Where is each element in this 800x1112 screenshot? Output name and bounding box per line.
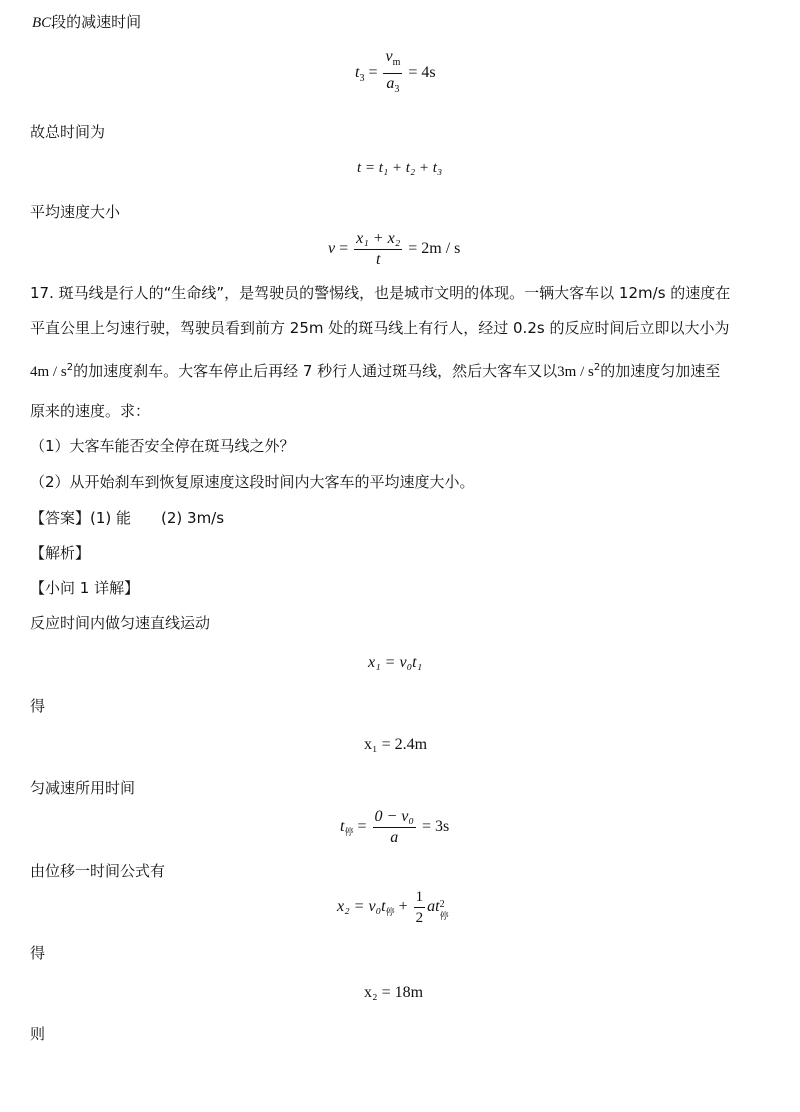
x2-half-den: 2: [415, 910, 424, 926]
t-stop-den: a: [390, 829, 399, 846]
q17-line1: 17. 斑马线是行人的“生命线”，是驾驶员的警惕线，也是城市文明的体现。一辆大客车以 12m/s 的速度在: [30, 284, 731, 302]
q17-sub1: （1）大客车能否安全停在斑马线之外？: [30, 437, 295, 455]
x2-lhs: x₂ = v₀t: [337, 898, 386, 916]
x2-half: [414, 888, 426, 927]
t3-result: = 4s: [408, 64, 436, 82]
total-time-equation: t = t₁ + t₂ + t₃: [357, 160, 443, 176]
t3-fraction: [383, 48, 402, 99]
q17-line2: 平直公里上匀速行驶，驾驶员看到前方 25m 处的斑马线上有行人，经过 0.2s 的反应时间后立即以大小为: [30, 319, 730, 337]
decel-label: 匀减速所用时间: [30, 779, 136, 797]
disp-label: 由位移一时间公式有: [30, 862, 166, 880]
avg-fraction: [354, 230, 402, 269]
q17-line3-end: 的加速度匀加速至: [600, 362, 721, 380]
x1-equation: x₁ = v₀t₁: [368, 654, 423, 671]
bc-heading: [32, 12, 141, 33]
t3-lhs-sub: 3: [359, 73, 365, 85]
t-stop-num: 0 − v₀: [373, 808, 416, 828]
t3-lhs: t: [355, 64, 360, 82]
q17-line3: [30, 358, 720, 382]
x2-tail-sup: 2: [439, 899, 445, 911]
q17-sub2: （2）从开始刹车到恢复原速度这段时间内大客车的平均速度大小。: [30, 473, 475, 491]
q17-accel-2: 3m / s: [557, 364, 594, 380]
x2-equation: [337, 888, 450, 927]
t3-num-sub: m: [392, 57, 401, 68]
bc-label: BC: [32, 15, 52, 31]
q17-accel-1: 4m / s: [30, 364, 67, 380]
avg-num: x₁ + x₂: [354, 230, 402, 250]
t-stop-lhs: t: [340, 818, 345, 836]
ze-label: 则: [30, 1025, 46, 1043]
x2-half-num: 1: [414, 888, 426, 908]
reaction-label: 反应时间内做匀速直线运动: [30, 614, 211, 632]
avg-result: = 2m / s: [408, 240, 461, 258]
x2-sub: 停: [385, 908, 395, 919]
x1-value: x₁ = 2.4m: [364, 736, 428, 753]
avg-speed-equation: v = $\frac{\text{x₁ + x₂}}{t}$ = 2m / s: [328, 230, 461, 268]
total-time-label: 故总时间为: [30, 123, 106, 141]
analysis-heading: 【解析】: [30, 544, 91, 562]
avg-speed-label: 平均速度大小: [30, 203, 121, 221]
x2-tail: at: [427, 898, 440, 916]
q17-line3-mid: 的加速度刹车。大客车停止后再经 7 秒行人通过斑马线，然后大客车又以: [73, 362, 558, 380]
x2-tail-sub: 停: [439, 912, 449, 923]
bc-text: 段的减速时间: [51, 13, 142, 31]
t-stop-sub: 停: [344, 828, 354, 839]
answer: 【答案】(1) 能 (2) 3m/s: [30, 509, 225, 527]
avg-den: t: [375, 251, 381, 268]
de-label-1: 得: [30, 697, 46, 715]
t3-den: a: [386, 75, 395, 92]
t-stop-result: = 3s: [421, 818, 450, 836]
t3-num: v: [385, 48, 393, 65]
t-stop-fraction: [373, 808, 416, 847]
q17-accel-1-sup: 2: [66, 362, 74, 373]
x2-value: x₂ = 18m: [364, 984, 424, 1001]
q17-line4: 原来的速度。求：: [30, 402, 151, 420]
detail-heading-1: 【小问 1 详解】: [30, 579, 140, 597]
q17-accel-2-sup: 2: [593, 362, 601, 373]
x2-plus: +: [398, 898, 408, 916]
t-stop-equation: $t_停$ = $\frac{\text{0 − v₀}}{a}$ = 3s: [340, 808, 450, 846]
t3-den-sub: 3: [394, 84, 400, 95]
de-label-2: 得: [30, 944, 46, 962]
avg-v: v: [328, 240, 336, 258]
t3-equation: $t_3$ = $\frac{v_m}{a_3}$ = 4s: [355, 48, 436, 99]
